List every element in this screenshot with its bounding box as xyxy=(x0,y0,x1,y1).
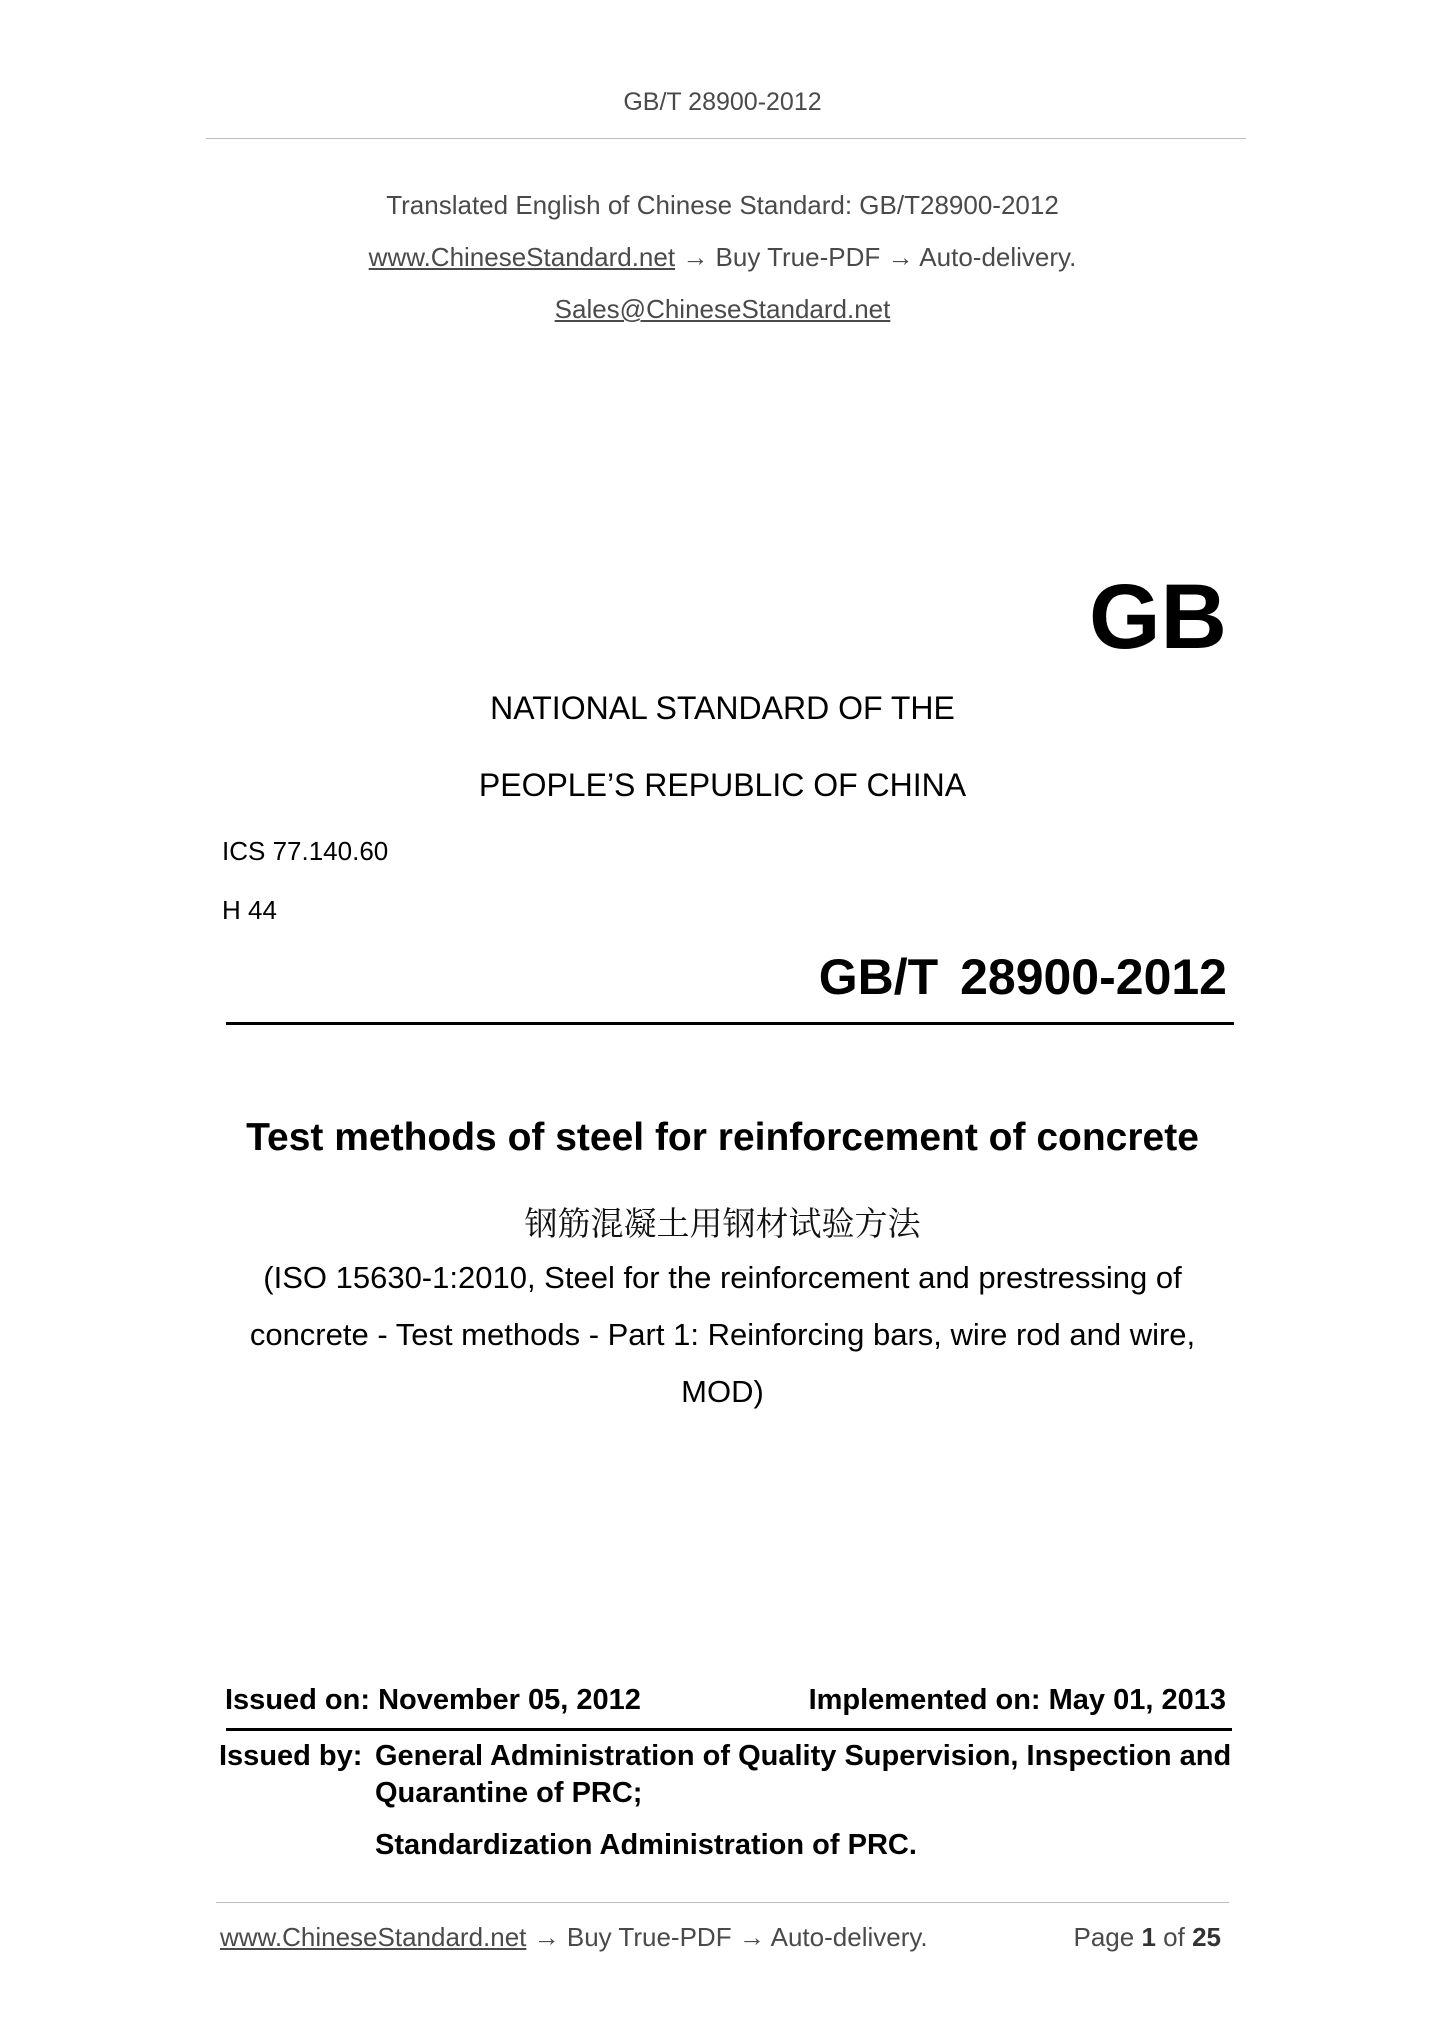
issuer-line-1: General Administration of Quality Supervision, Inspection and xyxy=(375,1740,1232,1772)
national-standard-line-2: PEOPLE’S REPUBLIC OF CHINA xyxy=(478,767,967,803)
iso-reference-line-1: (ISO 15630-1:2010, Steel for the reinforcement and prestressing of xyxy=(263,1260,1182,1295)
footer-delivery-text: Auto-delivery. xyxy=(770,1922,928,1952)
page-of-label: of xyxy=(1163,1922,1185,1952)
purchase-links-line xyxy=(0,242,1445,273)
footer-website-link[interactable]: www.ChineseStandard.net xyxy=(220,1922,527,1952)
arrow-icon: → xyxy=(738,1922,765,1952)
issuer-line-1-continued: Quarantine of PRC; xyxy=(375,1777,643,1809)
translated-line: Translated English of Chinese Standard: GB/T28900-2012 xyxy=(386,190,1059,220)
running-header: GB/T 28900-2012 xyxy=(623,88,822,116)
issuer-line-2: Standardization Administration of PRC. xyxy=(375,1829,917,1861)
header-divider xyxy=(206,138,1246,139)
footer-buy-text: Buy True-PDF xyxy=(566,1922,732,1952)
buy-true-pdf-text: Buy True-PDF xyxy=(715,242,881,272)
sales-line xyxy=(0,294,1445,325)
title-chinese: 钢筋混凝土用钢材试验方法 xyxy=(524,1204,921,1243)
footer-divider xyxy=(216,1902,1229,1903)
page-current: 1 xyxy=(1141,1922,1156,1952)
title-english: Test methods of steel for reinforcement of concrete xyxy=(246,1116,1199,1159)
sales-email-link[interactable]: Sales@ChineseStandard.net xyxy=(554,294,891,324)
gb-logo: GB xyxy=(1089,566,1227,668)
page-total: 25 xyxy=(1192,1922,1221,1952)
auto-delivery-text: Auto-delivery. xyxy=(919,242,1077,272)
issued-on-date: Issued on: November 05, 2012 xyxy=(225,1684,641,1716)
standard-number: GB/T 28900-2012 xyxy=(818,949,1227,1005)
ics-code: ICS 77.140.60 xyxy=(222,836,389,866)
footer-links xyxy=(220,1922,928,1953)
arrow-icon: → xyxy=(533,1922,560,1952)
arrow-icon: → xyxy=(682,242,709,272)
standard-number-rule xyxy=(226,1022,1234,1025)
iso-reference-line-2: concrete - Test methods - Part 1: Reinforcing bars, wire rod and wire, xyxy=(249,1317,1196,1352)
website-link[interactable]: www.ChineseStandard.net xyxy=(368,242,676,272)
national-standard-line-1: NATIONAL STANDARD OF THE xyxy=(490,690,955,726)
ccs-code: H 44 xyxy=(222,895,277,925)
issued-by-label: Issued by: xyxy=(219,1740,363,1772)
arrow-icon: → xyxy=(887,242,914,272)
iso-reference-line-3: MOD) xyxy=(681,1374,764,1409)
page-label: Page xyxy=(1073,1922,1135,1952)
implemented-on-date: Implemented on: May 01, 2013 xyxy=(808,1684,1226,1716)
dates-rule xyxy=(226,1728,1232,1731)
page-counter xyxy=(1073,1922,1221,1953)
